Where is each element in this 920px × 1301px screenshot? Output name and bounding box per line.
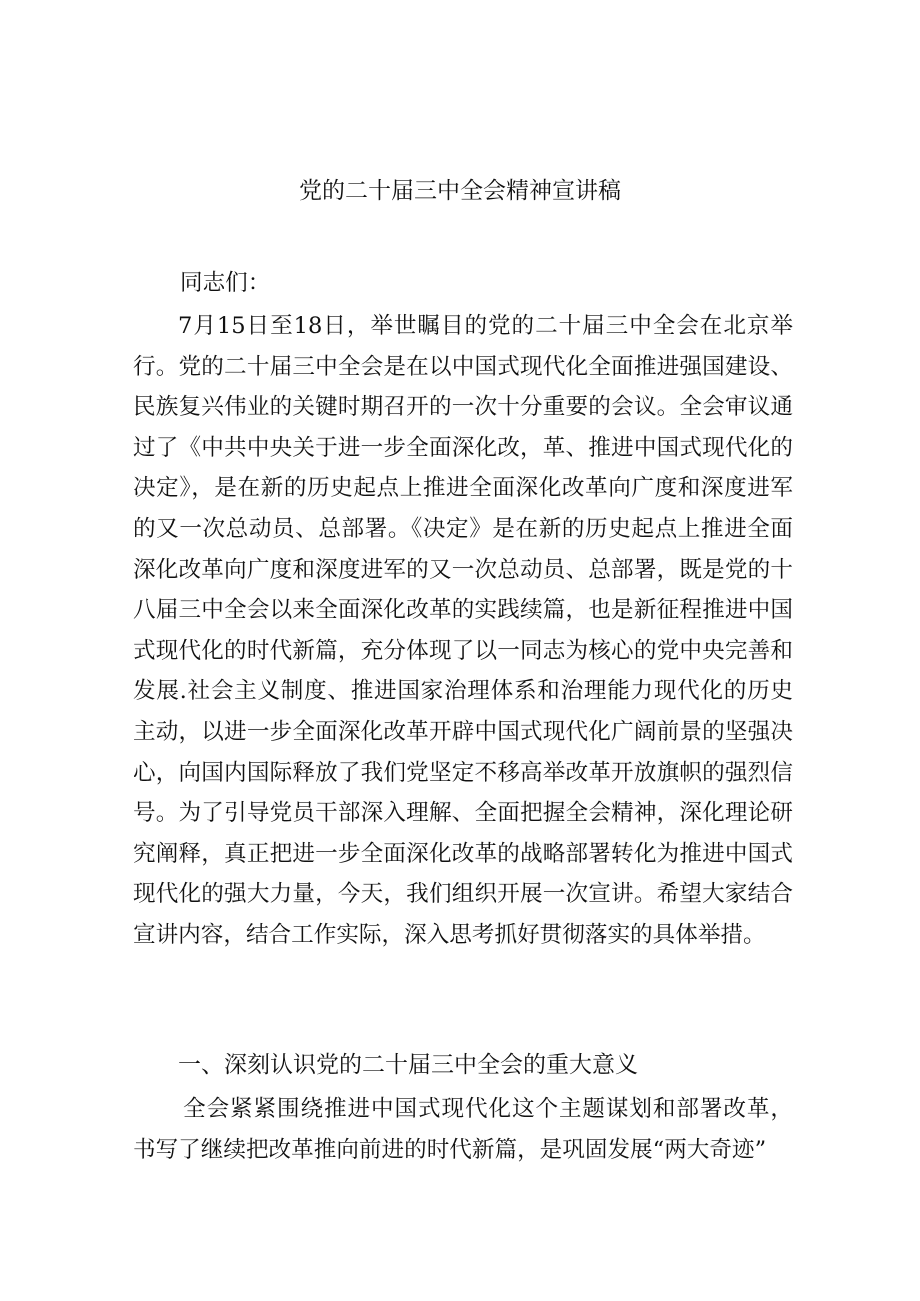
paragraph-section-1: 全会紧紧围绕推进中国式现代化这个主题谋划和部署改革，书写了继续把改革推向前进的时代新篇，是巩固发展“两大奇迹”: [133, 1096, 793, 1163]
document-title: 党的二十届三中全会精神宣讲稿: [299, 178, 621, 204]
section-heading: 一、深刻认识党的二十届三中全会的重大意义: [178, 1052, 638, 1078]
salutation: 同志们：: [180, 270, 271, 296]
paragraph-intro: 7月15日至18日，举世瞩目的党的二十届三中全会在北京举行。党的二十届三中全会是在以中国式现代化全面推进强国建设、民族复兴伟业的关键时期召开的一次十分重要的会议。全会审议通过了《中共中央关于进一步全面深化改，革、推进中国式现代化的决定》，是在新的历史起点上推进全面深化改革向广度和深度进军的又一次总动员、总部署。《决定》是在新的历史起点上推进全面深化改革向广度和深度进军的又一次总动员、总部署，既是党的十八届三中全会以来全面深化改革的实践续篇，也是新征程推进中国式现代化的时代新篇，充分体现了以一同志为核心的党中央完善和发展.社会主义制度、推进国家治理体系和治理能力现代化的历史主动，以进一步全面深化改革开辟中国式现代化广阔前景的坚强决心，向国内国际释放了我们党坚定不移高举改革开放旗帜的强烈信号。为了引导党员干部深入理解、全面把握全会精神，深化理论研究阐释，真正把进一步全面深化改革的战略部署转化为推进中国式现代化的强大力量，今天，我们组织开展一次宣讲。希望大家结合宣讲内容，结合工作实际，深入思考抓好贯彻落实的具体举措。: [133, 313, 793, 948]
